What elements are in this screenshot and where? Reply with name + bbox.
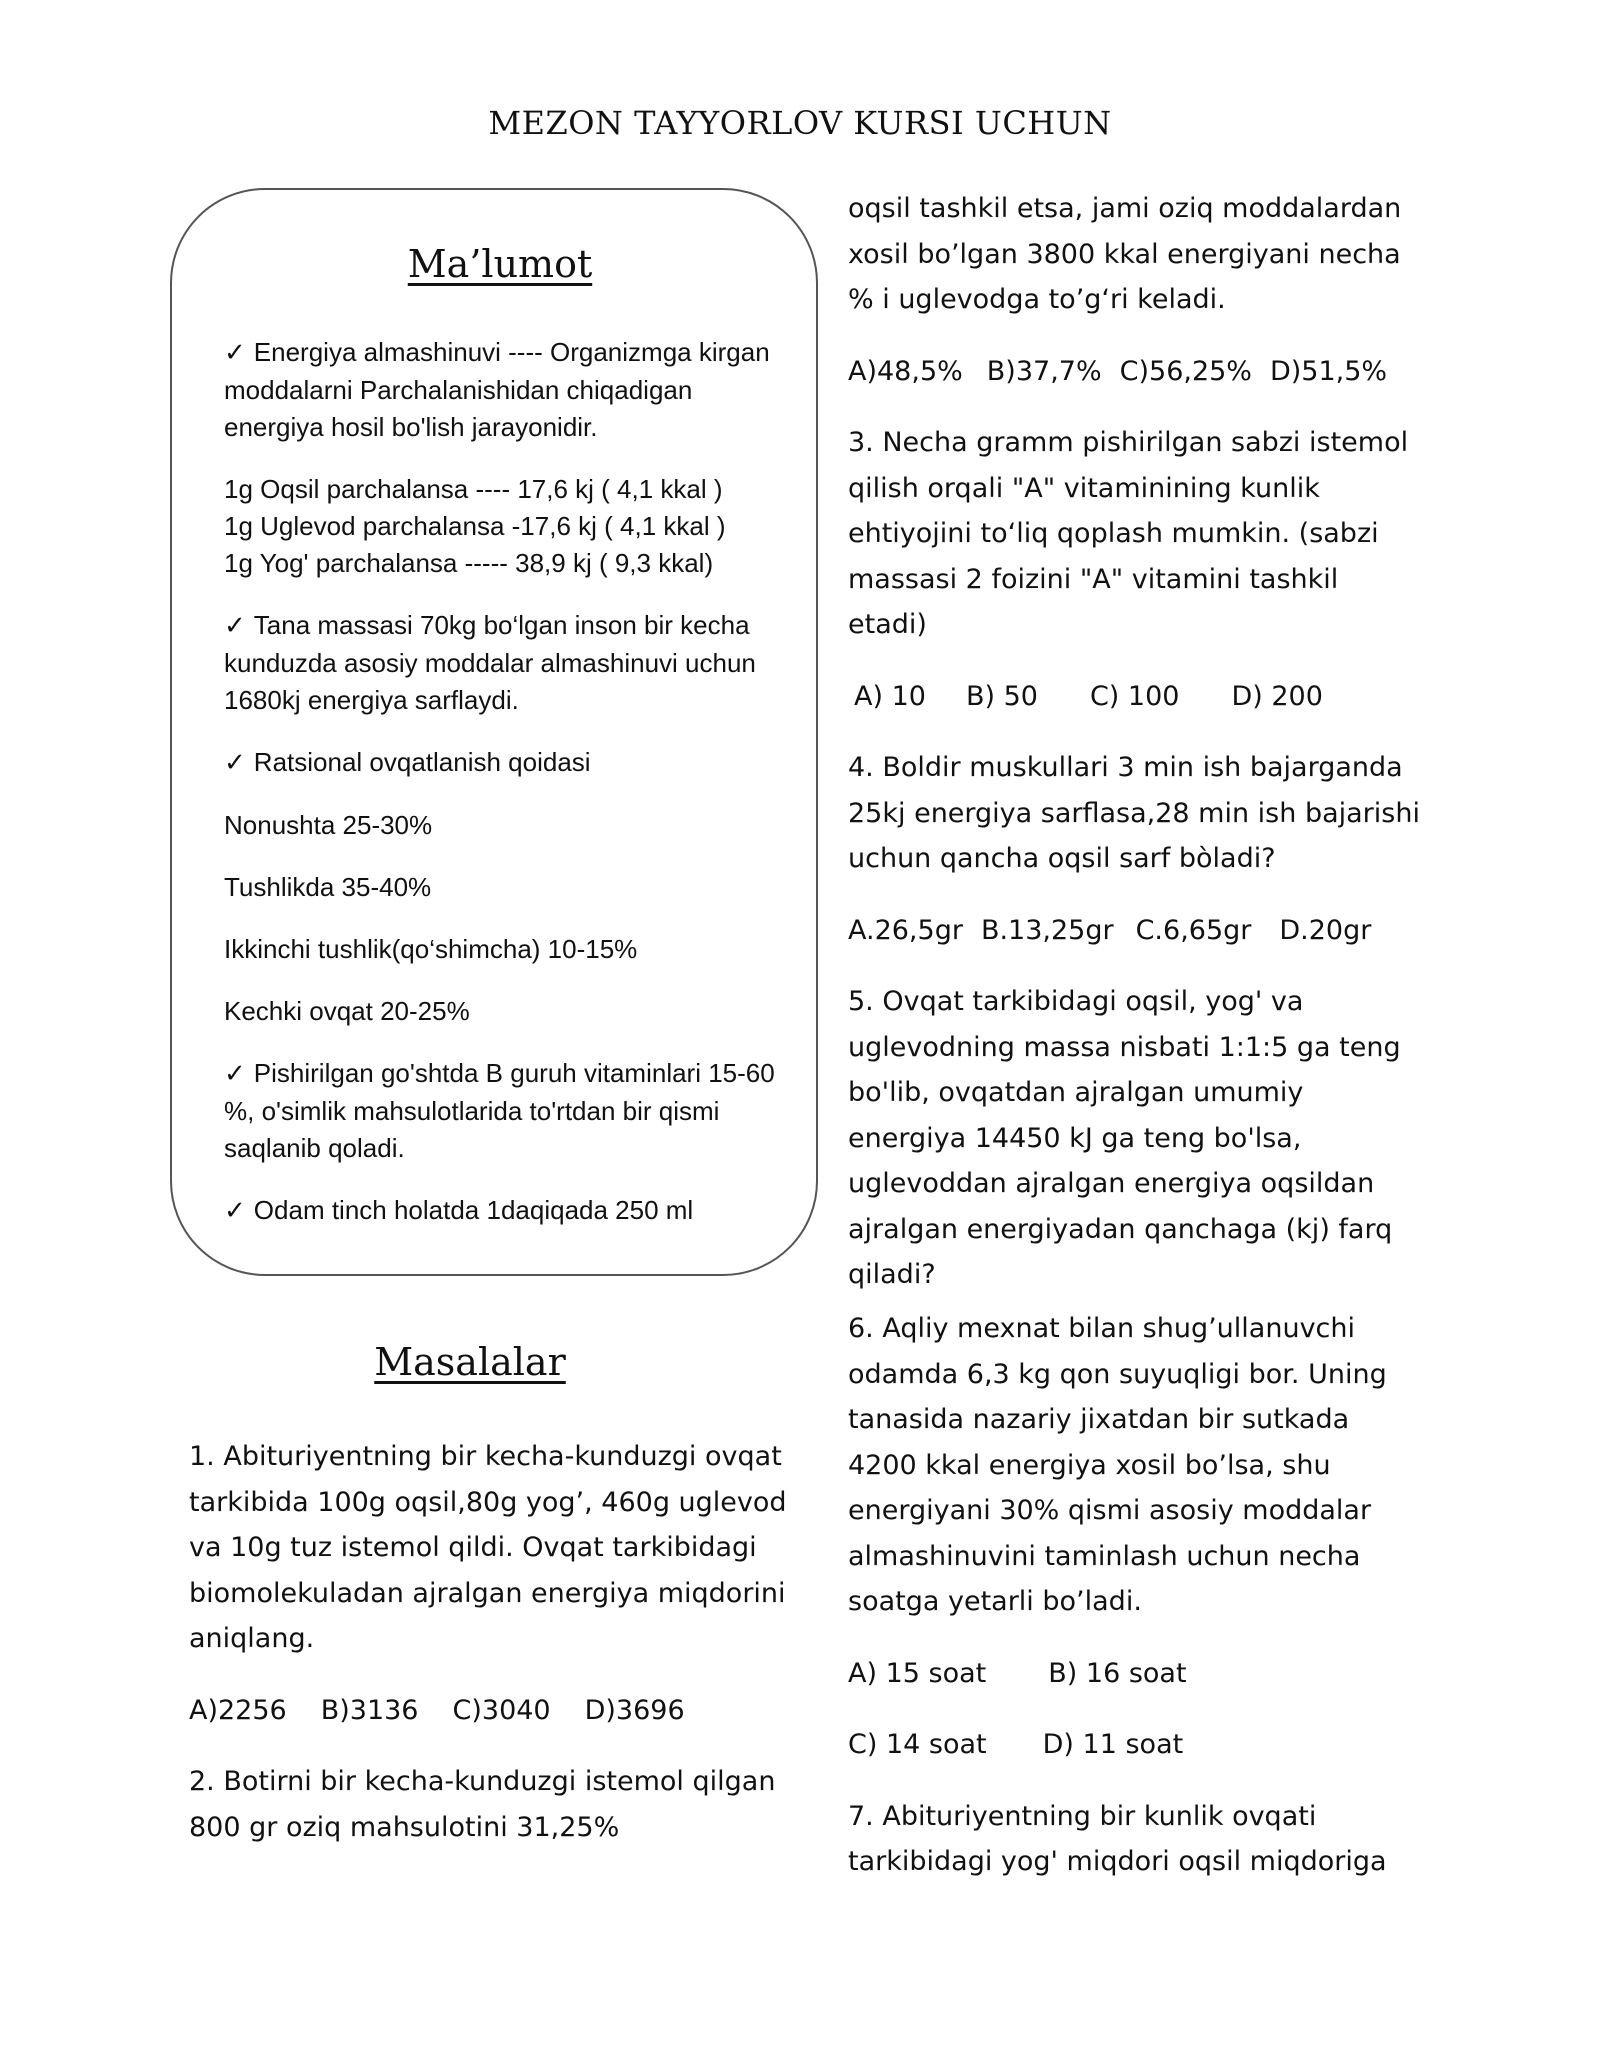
info-title: Ma’lumot (407, 242, 593, 286)
question-5: 5. Ovqat tarkibidagi oqsil, yog' va uglevodning massa nisbati 1:1:5 ga teng bo'lib, ovqatdan ajralgan umumiy energiya 14450 kJ ga teng bo'lsa, uglevoddan ajralgan energiya oqsildan ajralgan energiyadan qanchaga (kj) farq qiladi? (848, 986, 1401, 1290)
option: B.13,25gr (980, 914, 1114, 946)
problems-title: Masalalar (374, 1340, 566, 1384)
question-1: 1. Abituriyentning bir kecha-kunduzgi ovqat tarkibida 100g oqsil,80g yog’, 460g uglevod va 10g tuz istemol qildi. Ovqat tarkibidagi biomolekuladan ajralgan energiya miqdorini aniqlang. (189, 1441, 787, 1654)
option: B)3136 (320, 1694, 419, 1726)
option: B) 50 (965, 680, 1038, 712)
question-2-start: 2. Botirni bir kecha-kunduzgi istemol qilgan 800 gr oziq mahsulotini 31,25% (189, 1766, 776, 1843)
info-line-fat: 1g Yog' parchalansa ----- 38,9 kj ( 9,3 kkal) (224, 548, 714, 578)
question-1-options (189, 1688, 809, 1734)
question-3: 3. Necha gramm pishirilgan sabzi istemol qilish orqali "A" vitaminining kunlik ehtiyojini to‘liq qoplash mumkin. (sabzi massasi 2 foizini "A" vitamini tashkil etadi) (848, 427, 1409, 640)
question-4: 4. Boldir muskullari 3 min ish bajarganda 25kj energiya sarflasa,28 min ish bajarishi uchun qancha oqsil sarf bòladi? (848, 752, 1420, 874)
check-icon: ✓ (224, 338, 246, 368)
question-7-start: 7. Abituriyentning bir kunlik ovqati tarkibidagi yog' miqdori oqsil miqdoriga (848, 1800, 1387, 1877)
info-line-protein: 1g Oqsil parchalansa ---- 17,6 kj ( 4,1 kkal ) (224, 474, 723, 504)
info-line-carbohydrate: 1g Uglevod parchalansa -17,6 kj ( 4,1 kkal ) (224, 511, 726, 541)
option: B) 16 soat (1048, 1657, 1187, 1689)
option: D) 11 soat (1042, 1729, 1184, 1760)
question-3-options (848, 674, 1423, 720)
check-icon: ✓ (224, 1196, 246, 1226)
option: C) 100 (1089, 680, 1180, 712)
option: A) 15 soat (848, 1657, 987, 1689)
info-item-vitamins: ✓ Pishirilgan go'shtda B guruh vitaminlari 15-60 %, o'simlik mahsulotlarida to'rtdan bir qismi saqlanib qoladi. (224, 1058, 775, 1163)
option: C.6,65gr (1135, 914, 1252, 946)
option: D) 200 (1231, 680, 1323, 712)
page-header: MEZON TAYYORLOV KURSI UCHUN (488, 104, 1112, 142)
problems-column-right-bottom (848, 1306, 1423, 1911)
option: A.26,5gr (848, 914, 963, 946)
option: D.20gr (1279, 914, 1372, 946)
info-item-second-lunch: Ikkinchi tushlik(qo‘shimcha) 10-15% (224, 934, 638, 964)
option: A)48,5% (848, 355, 963, 387)
problems-column-left (189, 1434, 809, 1876)
option: A) 10 (854, 680, 926, 712)
info-item-lunch: Tushlikda 35-40% (224, 872, 432, 902)
info-item-basal-metabolism: ✓ Tana massasi 70kg bo‘lgan inson bir kecha kunduzda asosiy moddalar almashinuvi uchun 1680kj energiya sarflaydi. (224, 610, 756, 715)
option: D)51,5% (1269, 355, 1388, 387)
problems-column-right-top (848, 186, 1423, 1324)
question-2-end: oqsil tashkil etsa, jami oziq moddalardan xosil bo’lgan 3800 kkal energiyani necha % i uglevodga to’g‘ri keladi. (848, 193, 1402, 315)
check-icon: ✓ (224, 611, 246, 641)
check-icon: ✓ (224, 748, 246, 778)
option: C)56,25% (1119, 355, 1252, 387)
info-item-breathing: ✓ Odam tinch holatda 1daqiqada 250 ml (224, 1195, 694, 1226)
option: A)2256 (189, 1694, 287, 1726)
question-4-options (848, 908, 1423, 954)
option: B)37,7% (986, 355, 1102, 387)
option: D)3696 (584, 1694, 685, 1726)
option: C) 14 soat (848, 1729, 987, 1760)
info-box (170, 188, 818, 1276)
info-item-energy-values (224, 471, 776, 582)
question-6: 6. Aqliy mexnat bilan shug’ullanuvchi odamda 6,3 kg qon suyuqligi bor. Uning tanasida nazariy jixatdan bir sutkada 4200 kkal energiya xosil bo’lsa, shu energiyani 30% qismi asosiy moddalar almashinuvini taminlash uchun necha soatga yetarli bo’ladi. (848, 1313, 1387, 1617)
option: C)3040 (452, 1694, 551, 1726)
info-item-breakfast: Nonushta 25-30% (224, 810, 433, 840)
question-2-options (848, 349, 1423, 395)
info-item-dinner: Kechki ovqat 20-25% (224, 996, 470, 1026)
info-item-rational-nutrition: ✓ Ratsional ovqatlanish qoidasi (224, 747, 591, 778)
question-6-options-row-2 (848, 1722, 1423, 1768)
check-icon: ✓ (224, 1059, 246, 1089)
info-item-energy-exchange: ✓ Energiya almashinuvi ---- Organizmga kirgan moddalarni Parchalanishidan chiqadigan energiya hosil bo'lish jarayonidir. (224, 337, 770, 442)
question-6-options-row-1 (848, 1651, 1423, 1697)
